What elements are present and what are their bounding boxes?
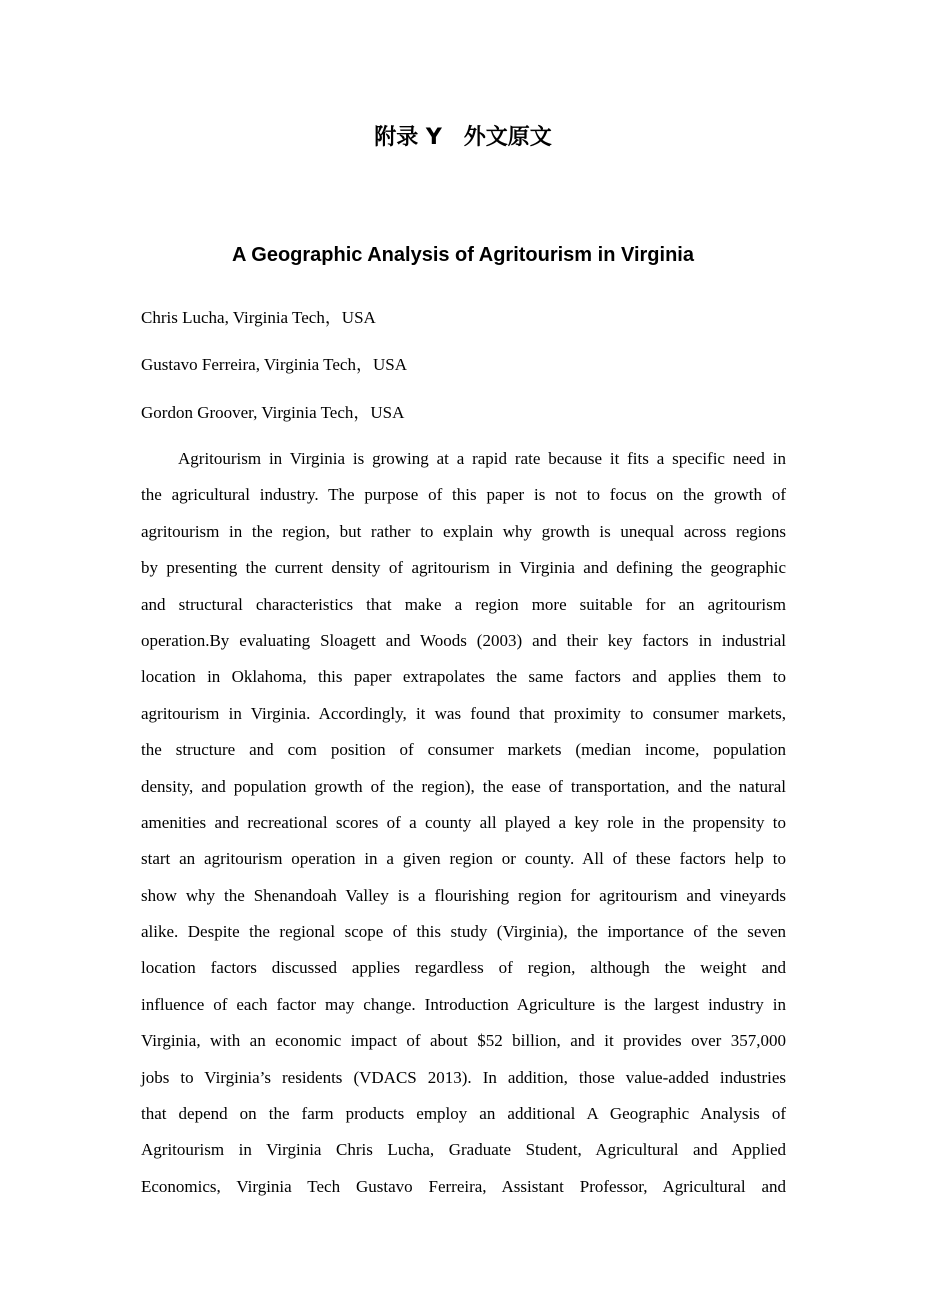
- body-line: the agricultural industry. The purpose of this paper is not to focus on the growth of: [141, 485, 786, 505]
- author-line: Gustavo Ferreira, Virginia Tech，USA: [141, 355, 407, 374]
- body-line: Economics, Virginia Tech Gustavo Ferreira, Assistant Professor, Agricultural and: [141, 1176, 786, 1196]
- body-line: amenities and recreational scores of a county all played a key role in the propensity to: [141, 812, 786, 832]
- appendix-heading: [0, 120, 926, 156]
- body-line: alike. Despite the regional scope of this study (Virginia), the importance of the seven: [141, 922, 786, 942]
- author-line: Chris Lucha, Virginia Tech，USA: [141, 308, 376, 327]
- body-line: location in Oklahoma, this paper extrapolates the same factors and applies them to: [141, 667, 786, 687]
- body-line: the structure and com position of consumer markets (median income, population: [141, 740, 786, 760]
- body-line: location factors discussed applies regardless of region, although the weight and: [141, 958, 786, 978]
- body-line: operation.By evaluating Sloagett and Woods (2003) and their key factors in industrial: [141, 630, 786, 650]
- body-line: show why the Shenandoah Valley is a flourishing region for agritourism and vineyards: [141, 885, 786, 905]
- body-line: agritourism in the region, but rather to explain why growth is unequal across regions: [141, 521, 786, 541]
- body-line: and structural characteristics that make a region more suitable for an agritourism: [141, 594, 786, 614]
- body-line: density, and population growth of the region), the ease of transportation, and the natural: [141, 776, 786, 796]
- appendix-label: 附录 Y: [374, 125, 442, 150]
- body-line: by presenting the current density of agritourism in Virginia and defining the geographic: [141, 558, 786, 578]
- body-line: agritourism in Virginia. Accordingly, it was found that proximity to consumer markets,: [141, 703, 786, 723]
- body-line: that depend on the farm products employ an additional A Geographic Analysis of: [141, 1104, 786, 1124]
- author-line: Gordon Groover, Virginia Tech，USA: [141, 403, 405, 422]
- body-line: influence of each factor may change. Introduction Agriculture is the largest industry in: [141, 994, 786, 1014]
- paper-title: A Geographic Analysis of Agritourism in Virginia: [232, 244, 694, 266]
- appendix-title: 外文原文: [463, 125, 552, 150]
- body-line: jobs to Virginia’s residents (VDACS 2013). In addition, those value-added industries: [141, 1067, 786, 1087]
- body-line: Agritourism in Virginia Chris Lucha, Graduate Student, Agricultural and Applied: [141, 1140, 786, 1160]
- body-line: Agritourism in Virginia is growing at a rapid rate because it fits a specific need in: [178, 449, 786, 468]
- body-line: Virginia, with an economic impact of about $52 billion, and it provides over 357,000: [141, 1031, 786, 1051]
- body-line: start an agritourism operation in a given region or county. All of these factors help to: [141, 849, 786, 869]
- abstract-body: [141, 441, 786, 1205]
